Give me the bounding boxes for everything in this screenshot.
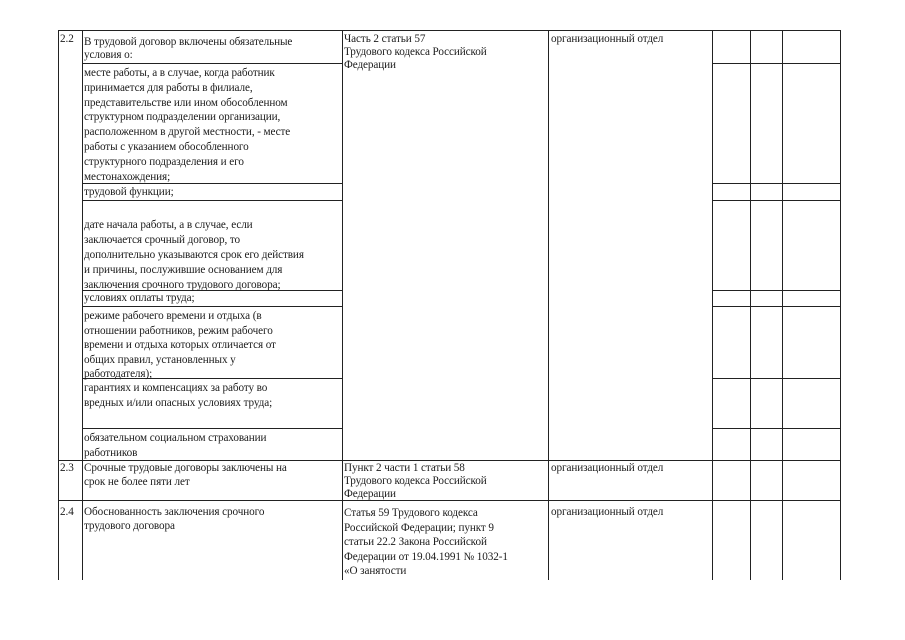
- requirement-subitem: и причины, послужившие основанием для: [84, 264, 283, 276]
- column-divider: [548, 30, 549, 580]
- column-divider: [840, 30, 841, 580]
- legal-basis-text: Федерации: [344, 488, 396, 500]
- requirement-subitem: общих правил, установленных у: [84, 353, 236, 366]
- legal-basis-text: Трудового кодекса Российской: [344, 475, 487, 487]
- column-divider: [58, 30, 59, 580]
- row-number: 2.3: [60, 462, 74, 474]
- requirement-subitem: местонахождения;: [84, 170, 171, 183]
- row-number: 2.2: [60, 33, 74, 45]
- responsible-unit: организационный отдел: [551, 506, 664, 518]
- requirement-subitem: месте работы, а в случае, когда работник: [84, 67, 275, 79]
- row-divider: [58, 460, 840, 461]
- row-divider: [82, 428, 342, 429]
- column-divider: [712, 30, 713, 580]
- requirement-subitem: отношении работников, режим рабочего: [84, 324, 273, 337]
- legal-basis-text: Статья 59 Трудового кодекса: [344, 507, 478, 519]
- requirement-subitem: трудовой функции;: [84, 186, 174, 198]
- row-divider: [82, 306, 342, 307]
- requirement-subitem: гарантиях и компенсациях за работу во: [84, 382, 268, 394]
- requirement-subitem: заключения срочного трудового договора;: [84, 279, 281, 291]
- row-divider: [712, 290, 840, 291]
- legal-basis-text: статьи 22.2 Закона Российской: [344, 536, 487, 548]
- requirement-text: условия о:: [84, 49, 133, 61]
- row-divider: [58, 500, 840, 501]
- row-divider: [82, 63, 342, 64]
- requirement-subitem: работы с указанием обособленного: [84, 141, 249, 153]
- row-divider: [58, 30, 840, 31]
- legal-basis-text: Российской Федерации; пункт 9: [344, 521, 494, 534]
- requirement-subitem: режиме рабочего времени и отдыха (в: [84, 310, 262, 322]
- requirement-text: срок не более пяти лет: [84, 475, 190, 488]
- column-divider: [750, 30, 751, 580]
- responsible-unit: организационный отдел: [551, 33, 664, 45]
- requirement-subitem: условиях оплаты труда;: [84, 292, 195, 304]
- requirement-subitem: принимается для работы в филиале,: [84, 81, 253, 94]
- requirement-subitem: работодателя);: [84, 368, 153, 380]
- column-divider: [782, 30, 783, 580]
- requirement-subitem: структурном подразделении организации,: [84, 111, 281, 124]
- row-divider: [712, 63, 840, 64]
- requirement-subitem: дополнительно указываются срок его действия: [84, 249, 304, 261]
- row-divider: [712, 428, 840, 429]
- requirement-subitem: заключается срочный договор, то: [84, 234, 241, 246]
- requirement-text: Срочные трудовые договоры заключены на: [84, 462, 287, 474]
- requirement-subitem: дате начала работы, а в случае, если: [84, 219, 253, 231]
- column-divider: [342, 30, 343, 580]
- responsible-unit: организационный отдел: [551, 462, 664, 474]
- requirement-subitem: обязательном социальном страховании: [84, 432, 267, 444]
- requirement-text: трудового договора: [84, 519, 175, 532]
- row-divider: [82, 200, 342, 201]
- legal-basis-text: Пункт 2 части 1 статьи 58: [344, 462, 465, 474]
- legal-basis-text: «О занятости: [344, 565, 407, 577]
- requirement-subitem: вредных и/или опасных условиях труда;: [84, 397, 273, 409]
- row-divider: [712, 183, 840, 184]
- requirement-text: Обоснованность заключения срочного: [84, 506, 265, 518]
- row-divider: [712, 378, 840, 379]
- legal-basis-text: Часть 2 статьи 57: [344, 33, 426, 45]
- row-divider: [712, 306, 840, 307]
- legal-basis-text: Трудового кодекса Российской: [344, 46, 487, 58]
- requirement-subitem: расположенном в другой местности, - месте: [84, 126, 291, 139]
- legal-basis-text: Федерации от 19.04.1991 № 1032-1: [344, 550, 508, 563]
- requirement-subitem: структурного подразделения и его: [84, 155, 244, 168]
- row-divider: [712, 200, 840, 201]
- legal-basis-text: Федерации: [344, 59, 396, 71]
- requirement-subitem: времени и отдыха которых отличается от: [84, 339, 276, 351]
- column-divider: [82, 30, 83, 580]
- requirement-text: В трудовой договор включены обязательные: [84, 36, 293, 48]
- requirement-subitem: работников: [84, 447, 138, 459]
- requirement-subitem: представительстве или ином обособленном: [84, 96, 288, 109]
- row-number: 2.4: [60, 506, 74, 518]
